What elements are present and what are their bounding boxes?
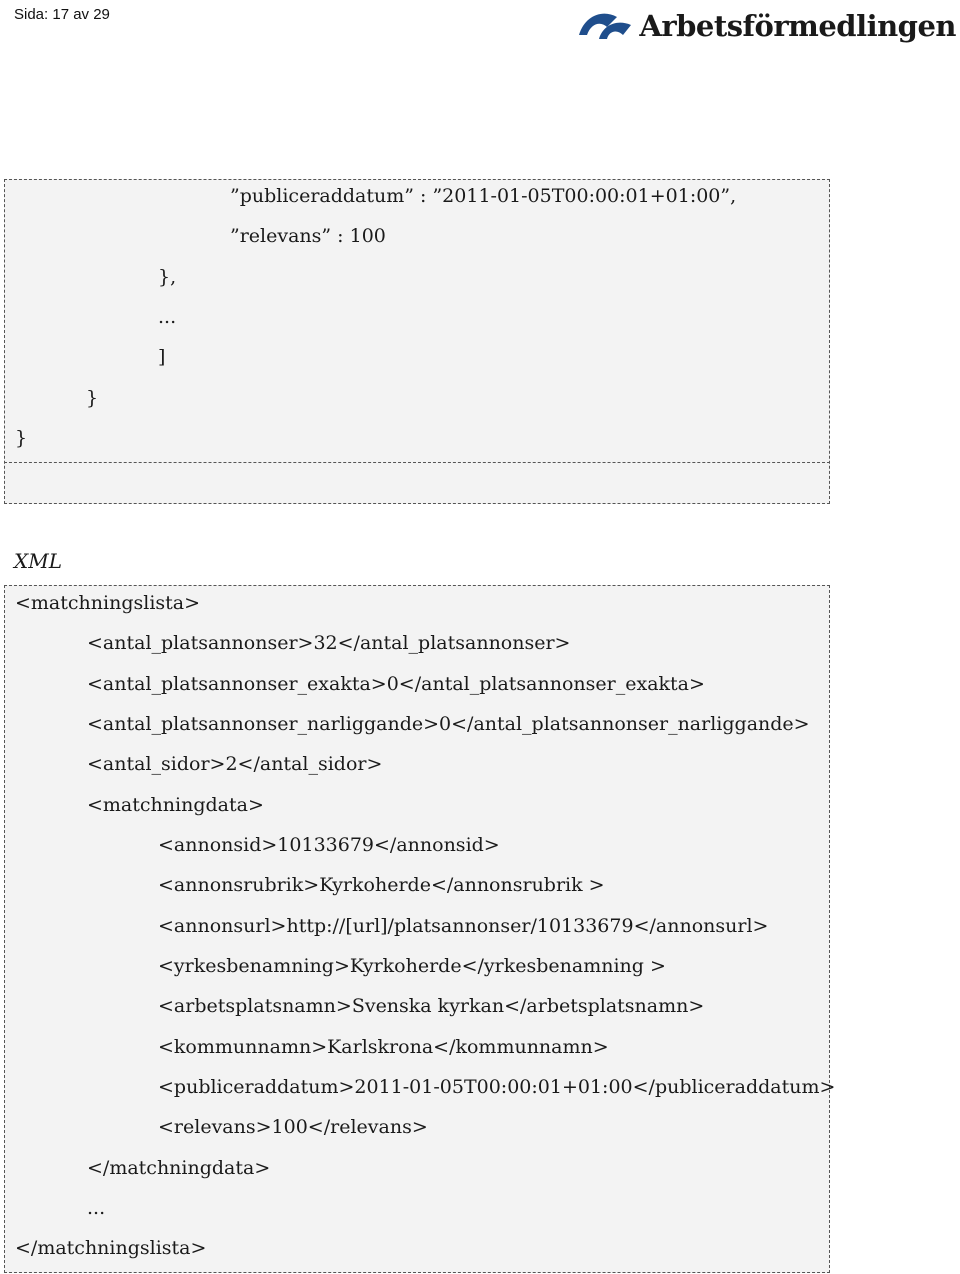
- json-code-line: ]: [158, 346, 166, 368]
- arbetsformedlingen-logo: [577, 2, 956, 48]
- xml-code-line: <publiceraddatum>2011-01-05T00:00:01+01:00</publiceraddatum>: [158, 1076, 836, 1098]
- xml-code-line: <annonsrubrik>Kyrkoherde</annonsrubrik >: [158, 874, 605, 896]
- json-code-line: }: [15, 427, 28, 449]
- xml-section-label: XML: [14, 549, 62, 573]
- xml-code-line: <matchningdata>: [87, 794, 264, 816]
- xml-code-line: <antal_platsannonser_exakta>0</antal_platsannonser_exakta>: [87, 673, 705, 695]
- logo-text: Arbetsförmedlingen: [639, 9, 956, 43]
- xml-code-box: [4, 585, 836, 1273]
- json-code-line: },: [158, 266, 177, 288]
- xml-code-line: <relevans>100</relevans>: [158, 1116, 428, 1138]
- logo-mark-icon: [577, 5, 635, 45]
- json-code-box: [4, 179, 830, 504]
- page-number: Sida: 17 av 29: [14, 6, 110, 23]
- xml-code-line: <antal_sidor>2</antal_sidor>: [87, 753, 383, 775]
- xml-code-line: <arbetsplatsnamn>Svenska kyrkan</arbetsplatsnamn>: [158, 995, 705, 1017]
- xml-code-line: <annonsid>10133679</annonsid>: [158, 834, 500, 856]
- page-header: [0, 0, 960, 60]
- xml-code-line: <kommunnamn>Karlskrona</kommunnamn>: [158, 1036, 609, 1058]
- xml-code-line: <matchningslista>: [15, 592, 201, 614]
- json-code-line: ”publiceraddatum” : ”2011-01-05T00:00:01+01:00”,: [230, 185, 737, 207]
- xml-code-line: </matchningslista>: [15, 1237, 207, 1259]
- xml-code-line: ...: [87, 1197, 106, 1219]
- json-code-line: ...: [158, 306, 177, 328]
- xml-code-line: <annonsurl>http://[url]/platsannonser/10133679</annonsurl>: [158, 915, 769, 937]
- xml-code-line: <antal_platsannonser_narliggande>0</antal_platsannonser_narliggande>: [87, 713, 810, 735]
- xml-code-line: </matchningdata>: [87, 1157, 271, 1179]
- xml-code-line: <antal_platsannonser>32</antal_platsannonser>: [87, 632, 571, 654]
- json-code-line: ”relevans” : 100: [230, 225, 386, 247]
- json-empty-row: [4, 462, 830, 505]
- xml-code-line: <yrkesbenamning>Kyrkoherde</yrkesbenamning >: [158, 955, 666, 977]
- json-code-line: }: [86, 387, 99, 409]
